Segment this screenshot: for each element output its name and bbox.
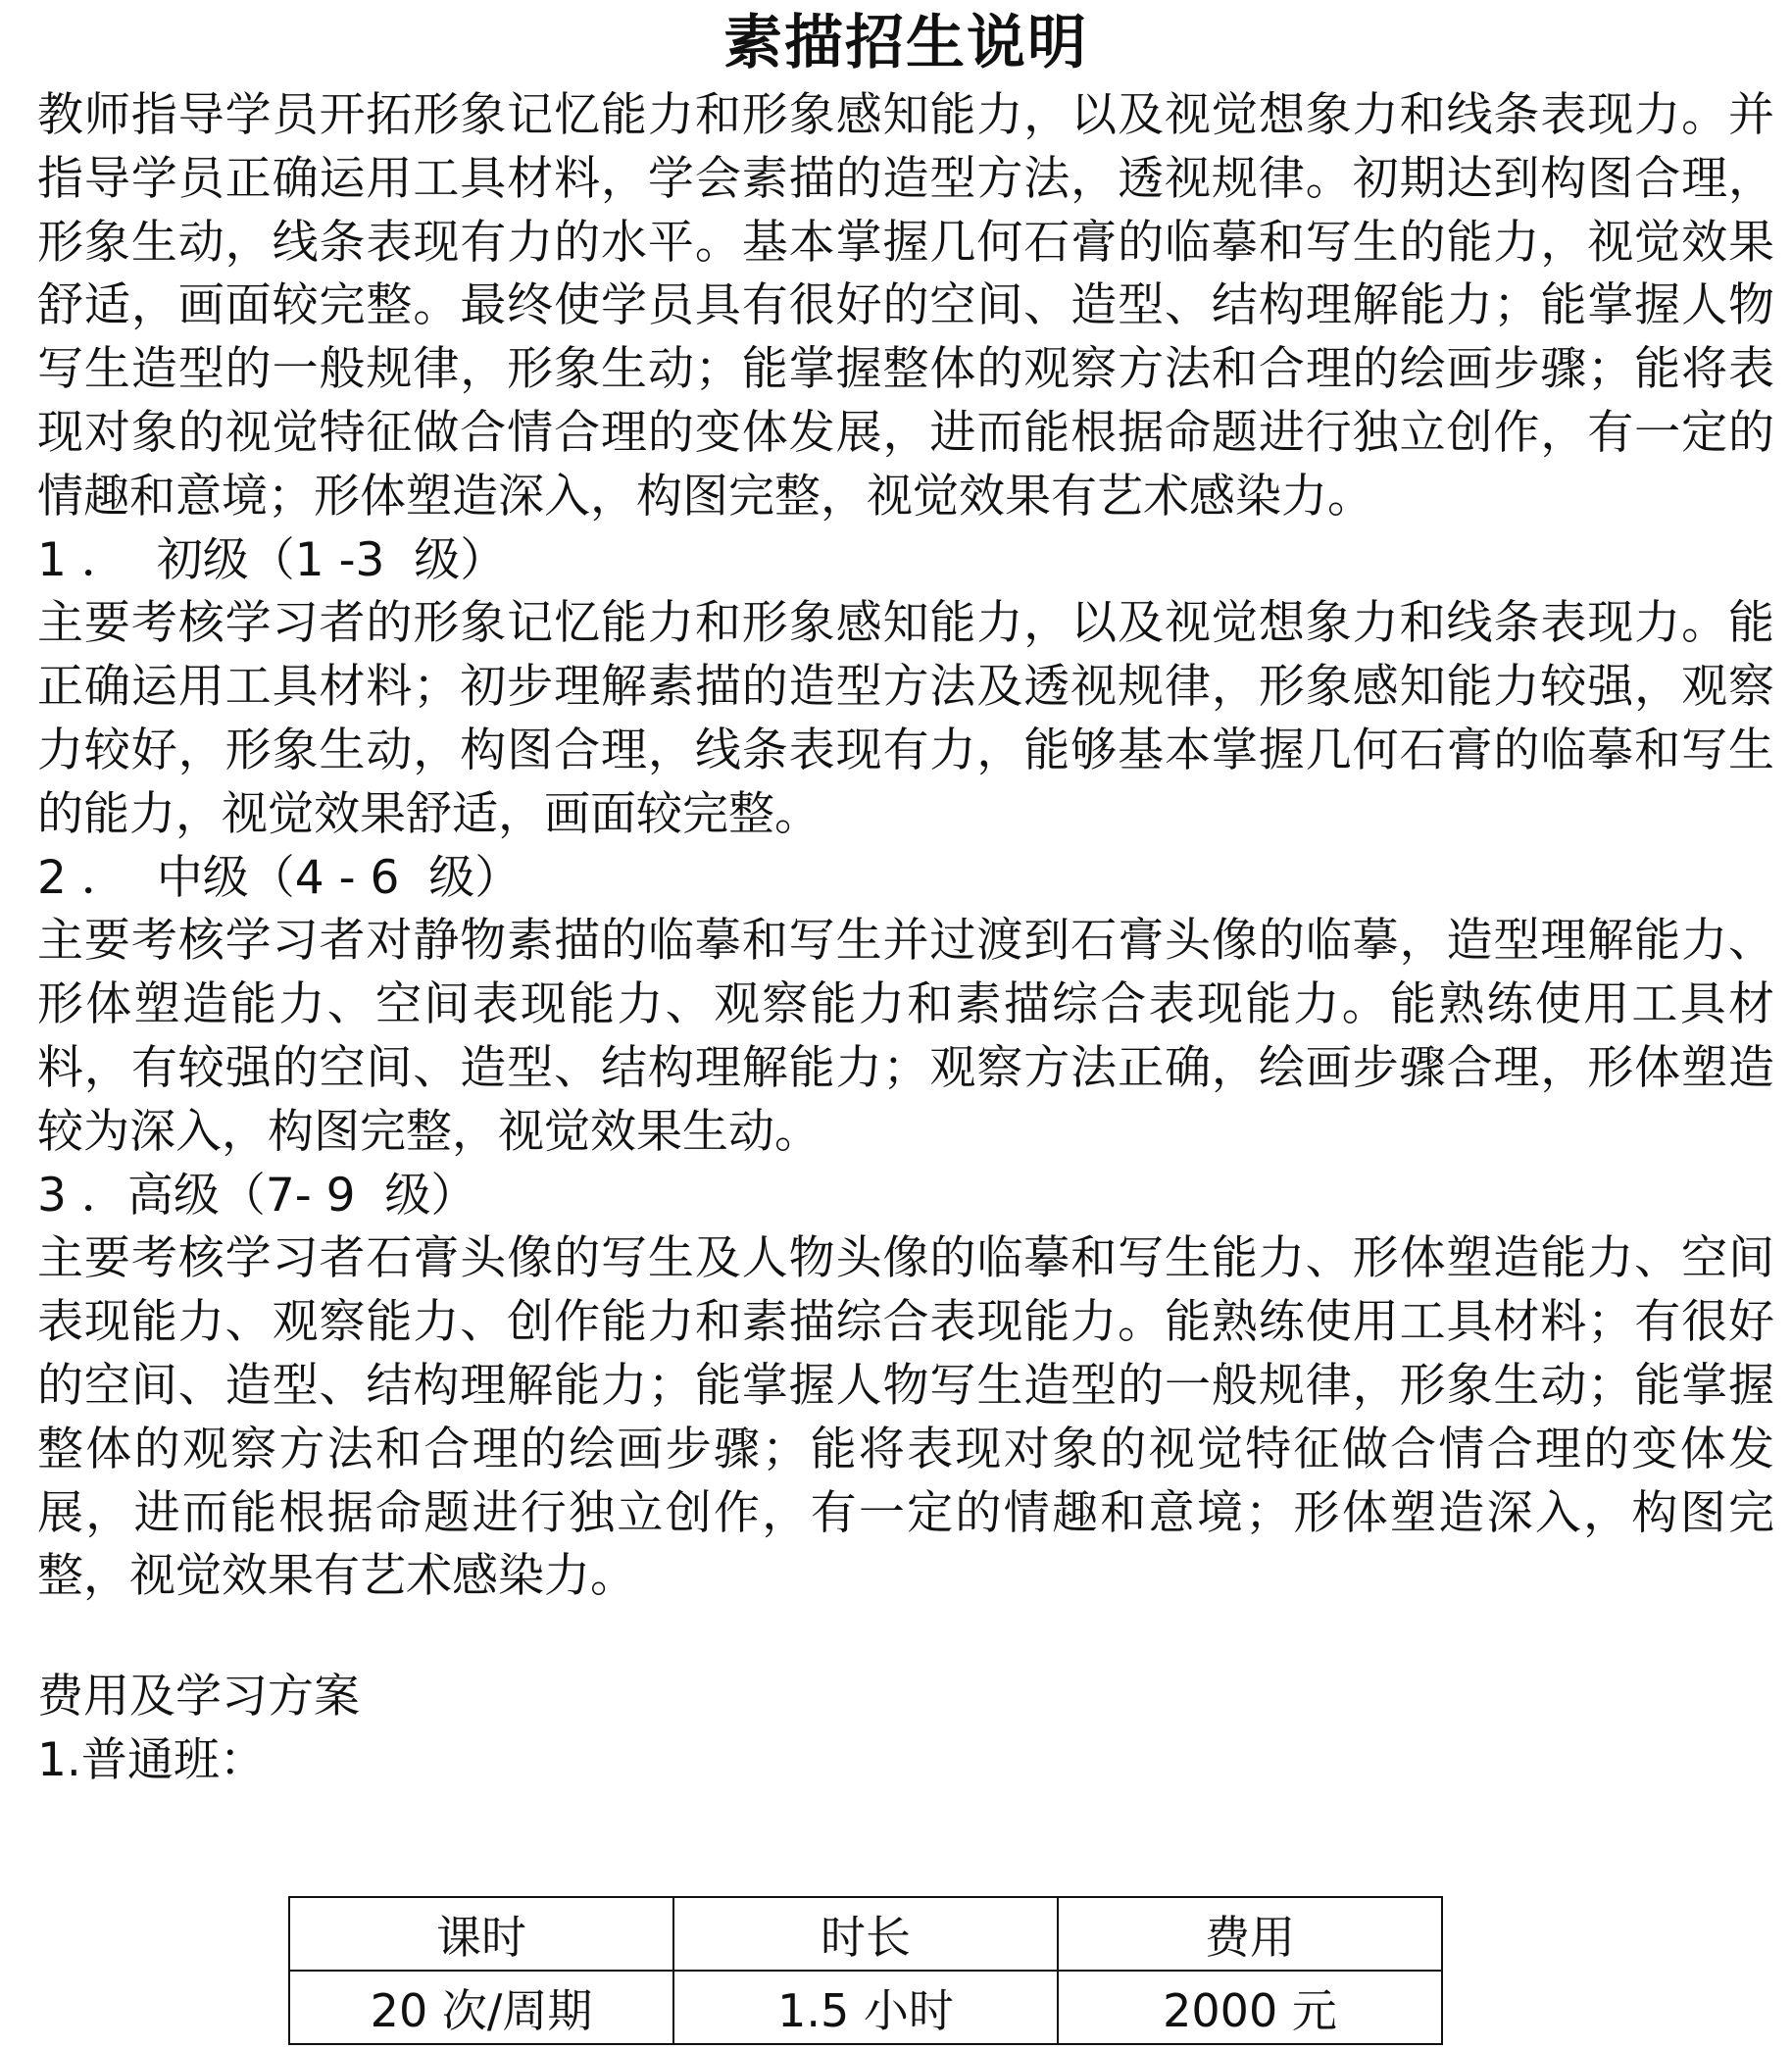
table-header-lessons: 课时 — [289, 1897, 673, 1971]
level-3-heading: 3 ．高级（7- 9 级） — [37, 1168, 477, 1223]
table-cell-duration: 1.5 小时 — [673, 1971, 1058, 2044]
table-header-row — [289, 1897, 1442, 1971]
table-header-fee: 费用 — [1058, 1897, 1442, 1971]
level-2-heading: 2 ． 中级（4 - 6 级） — [37, 850, 522, 905]
level-1-description: 主要考核学习者的形象记忆能力和形象感知能力，以及视觉想象力和线条表现力。能正确运用工具材料；初步理解素描的造型方法及透视规律，形象感知能力较强，观察力较好，形象生动，构图合理，线条表现有力，能够基本掌握几何石膏的临摹和写生的能力，视觉效果舒适，画面较完整。 — [37, 596, 1774, 841]
intro-paragraph: 教师指导学员开拓形象记忆能力和形象感知能力，以及视觉想象力和线条表现力。并指导学员正确运用工具材料，学会素描的造型方法，透视规律。初期达到构图合理，形象生动，线条表现有力的水平。基本掌握几何石膏的临摹和写生的能力，视觉效果舒适，画面较完整。最终使学员具有很好的空间、造型、结构理解能力；能掌握人物写生造型的一般规律，形象生动；能掌握整体的观察方法和合理的绘画步骤；能将表现对象的视觉特征做合情合理的变体发展，进而能根据命题进行独立创作，有一定的情趣和意境；形体塑造深入，构图完整，视觉效果有艺术感染力。 — [37, 88, 1774, 524]
level-3-description: 主要考核学习者石膏头像的写生及人物头像的临摹和写生能力、形体塑造能力、空间表现能力、观察能力、创作能力和素描综合表现能力。能熟练使用工具材料；有很好的空间、造型、结构理解能力；能掌握人物写生造型的一般规律，形象生动；能掌握整体的观察方法和合理的绘画步骤；能将表现对象的视觉特征做合情合理的变体发展，进而能根据命题进行独立创作，有一定的情趣和意境；形体塑造深入，构图完整，视觉效果有艺术感染力。 — [37, 1231, 1774, 1604]
table-header-duration: 时长 — [673, 1897, 1058, 1971]
document-page — [37, 0, 1774, 1793]
fees-heading: 费用及学习方案 — [37, 1670, 360, 1724]
fee-table — [288, 1896, 1443, 2045]
class-heading: 1.普通班： — [37, 1732, 266, 1787]
table-cell-lessons: 20 次/周期 — [289, 1971, 673, 2044]
table-cell-fee: 2000 元 — [1058, 1971, 1442, 2044]
document-title: 素描招生说明 — [723, 9, 1088, 77]
section-spacer — [37, 1609, 1774, 1666]
table-row — [289, 1971, 1442, 2044]
level-2-description: 主要考核学习者对静物素描的临摹和写生并过渡到石膏头像的临摹，造型理解能力、形体塑造能力、空间表现能力、观察能力和素描综合表现能力。能熟练使用工具材料，有较强的空间、造型、结构理解能力；观察方法正确，绘画步骤合理，形体塑造较为深入，构图完整，视觉效果生动。 — [37, 914, 1774, 1159]
level-1-heading: 1 ． 初级（1 -3 级） — [37, 532, 507, 587]
